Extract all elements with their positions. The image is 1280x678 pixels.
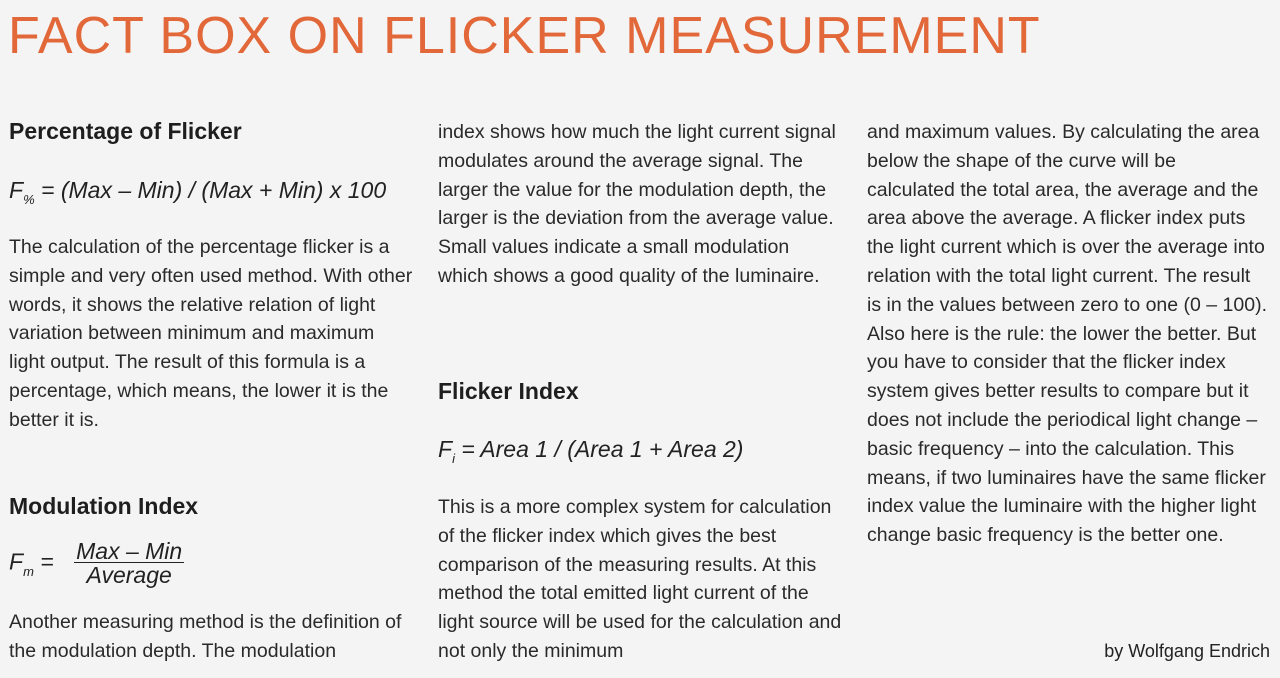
section-body-modulation-part1: Another measuring method is the definition of the modulation depth. The modulation bbox=[9, 611, 402, 662]
section-heading-flicker-index: Flicker Index bbox=[438, 378, 579, 404]
author-byline: by Wolfgang Endrich bbox=[1104, 641, 1270, 661]
section-body-percentage: The calculation of the percentage flicker is a simple and very often used method. With other words, it shows the relative relation of light variation between minimum and maximum light output. The result of this formula is a percentage, which means, the lower it is the better it is. bbox=[9, 236, 413, 431]
section-body-flicker-index-part2: and maximum values. By calculating the area below the shape of the curve will be calculated the total area, the average and the area above the average. A flicker index puts the light current which is over the average into relation with the total light current. The result is in the values between zero to one (0 – 100). Also here is the rule: the lower the better. But you have to consider that the flicker index system gives better results to compare but it does not include the periodical light change – basic frequency – into the calculation. This means, if two luminaires have the same flicker index value the luminaire with the higher light change basic frequency is the better one. bbox=[867, 121, 1267, 547]
formula-flicker-lhs: F bbox=[438, 436, 453, 462]
formula-modulation-denominator: Average bbox=[86, 562, 172, 588]
formula-modulation bbox=[9, 540, 184, 587]
formula-modulation-sub: m bbox=[23, 563, 34, 579]
formula-percentage-lhs: F bbox=[9, 177, 24, 203]
section-body-modulation-part2: index shows how much the light current signal modulates around the average signal. The larger the value for the modulation depth, the larger is the deviation from the average value. Small values indicate a small modulation which shows a good quality of the luminaire. bbox=[438, 121, 836, 287]
formula-percentage-rhs: = (Max – Min) / (Max + Min) x 100 bbox=[34, 177, 387, 203]
formula-percentage-sub: % bbox=[23, 192, 35, 207]
formula-modulation-numerator: Max – Min bbox=[76, 538, 183, 564]
formula-modulation-eq: = bbox=[33, 548, 54, 575]
section-heading-percentage: Percentage of Flicker bbox=[9, 118, 242, 144]
formula-flicker-index bbox=[438, 434, 743, 468]
formula-flicker-sub: i bbox=[452, 451, 455, 466]
formula-flicker-rhs: = Area 1 / (Area 1 + Area 2) bbox=[454, 436, 744, 462]
section-body-flicker-index-part1: This is a more complex system for calculation of the flicker index which gives the best comparison of the measuring results. At this method the total emitted light current of the light source will be used for the calculation and not only the minimum bbox=[438, 496, 842, 662]
formula-modulation-fraction bbox=[74, 540, 184, 587]
formula-percentage bbox=[9, 175, 386, 209]
page-title: FACT BOX ON FLICKER MEASUREMENT bbox=[8, 7, 1041, 65]
section-heading-modulation: Modulation Index bbox=[9, 493, 199, 519]
formula-modulation-lhs: F bbox=[9, 548, 24, 575]
